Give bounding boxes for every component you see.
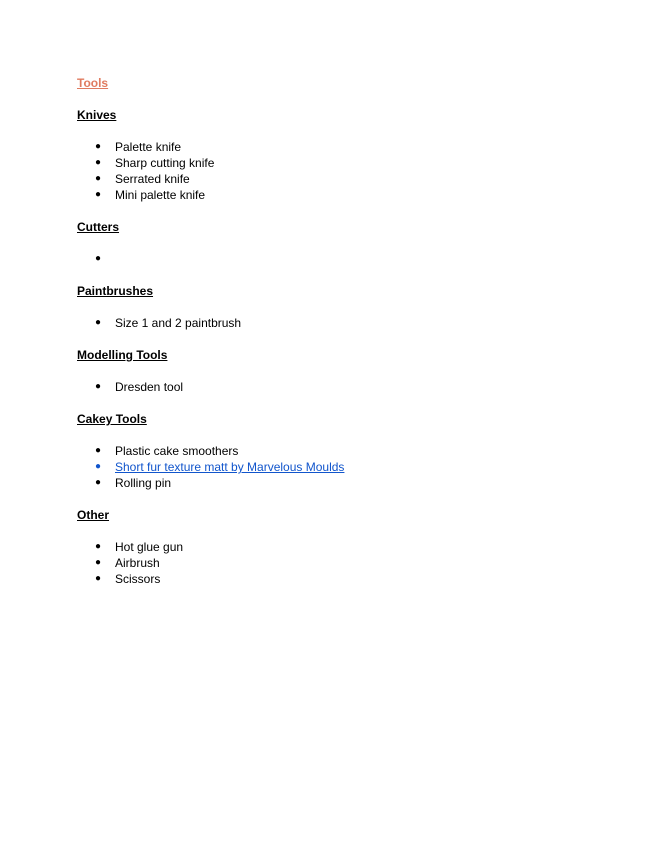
section-heading: Cakey Tools (77, 412, 147, 426)
section-paintbrushes (77, 283, 597, 331)
list-item (77, 475, 597, 491)
list-item (77, 459, 597, 475)
list-item (77, 171, 597, 187)
list-item (77, 571, 597, 587)
list-item (77, 379, 597, 395)
list-item-text: Hot glue gun (115, 540, 184, 554)
document-title: Tools (77, 76, 109, 90)
bullet-icon: ● (95, 381, 102, 392)
list-item (77, 555, 597, 571)
section-heading: Cutters (77, 220, 120, 234)
list-item-text: Size 1 and 2 paintbrush (115, 316, 242, 330)
section-cutters (77, 219, 597, 267)
bullet-icon: ● (95, 573, 102, 584)
list-item-text: Plastic cake smoothers (115, 444, 239, 458)
section-heading: Paintbrushes (77, 284, 154, 298)
bullet-icon: ● (95, 461, 102, 472)
document-page (77, 75, 597, 587)
section-modelling-tools (77, 347, 597, 395)
bullet-list (77, 379, 597, 395)
section-cakey-tools (77, 411, 597, 491)
section-heading: Knives (77, 108, 117, 122)
list-item (77, 539, 597, 555)
list-item-text: Serrated knife (115, 172, 190, 186)
list-item (77, 443, 597, 459)
texture-matt-link[interactable]: Short fur texture matt by Marvelous Moulds (115, 460, 345, 474)
bullet-icon: ● (95, 173, 102, 184)
list-item-text: Dresden tool (115, 380, 184, 394)
bullet-list (77, 315, 597, 331)
list-item (77, 315, 597, 331)
bullet-icon: ● (95, 141, 102, 152)
list-item (77, 251, 597, 267)
list-item (77, 139, 597, 155)
bullet-icon: ● (95, 253, 102, 264)
list-item-text: Sharp cutting knife (115, 156, 215, 170)
bullet-icon: ● (95, 541, 102, 552)
list-item-text: Scissors (115, 572, 161, 586)
list-item-text: Airbrush (115, 556, 160, 570)
bullet-icon: ● (95, 189, 102, 200)
bullet-list (77, 139, 597, 203)
list-item-text: Rolling pin (115, 476, 172, 490)
list-item-text: Palette knife (115, 140, 182, 154)
bullet-list (77, 251, 597, 267)
bullet-list (77, 443, 597, 491)
section-other (77, 507, 597, 587)
bullet-icon: ● (95, 157, 102, 168)
list-item-text: Mini palette knife (115, 188, 206, 202)
section-heading: Modelling Tools (77, 348, 168, 362)
list-item (77, 155, 597, 171)
bullet-icon: ● (95, 557, 102, 568)
bullet-icon: ● (95, 445, 102, 456)
bullet-list (77, 539, 597, 587)
section-heading: Other (77, 508, 110, 522)
bullet-icon: ● (95, 317, 102, 328)
bullet-icon: ● (95, 477, 102, 488)
list-item (77, 187, 597, 203)
section-knives (77, 107, 597, 203)
